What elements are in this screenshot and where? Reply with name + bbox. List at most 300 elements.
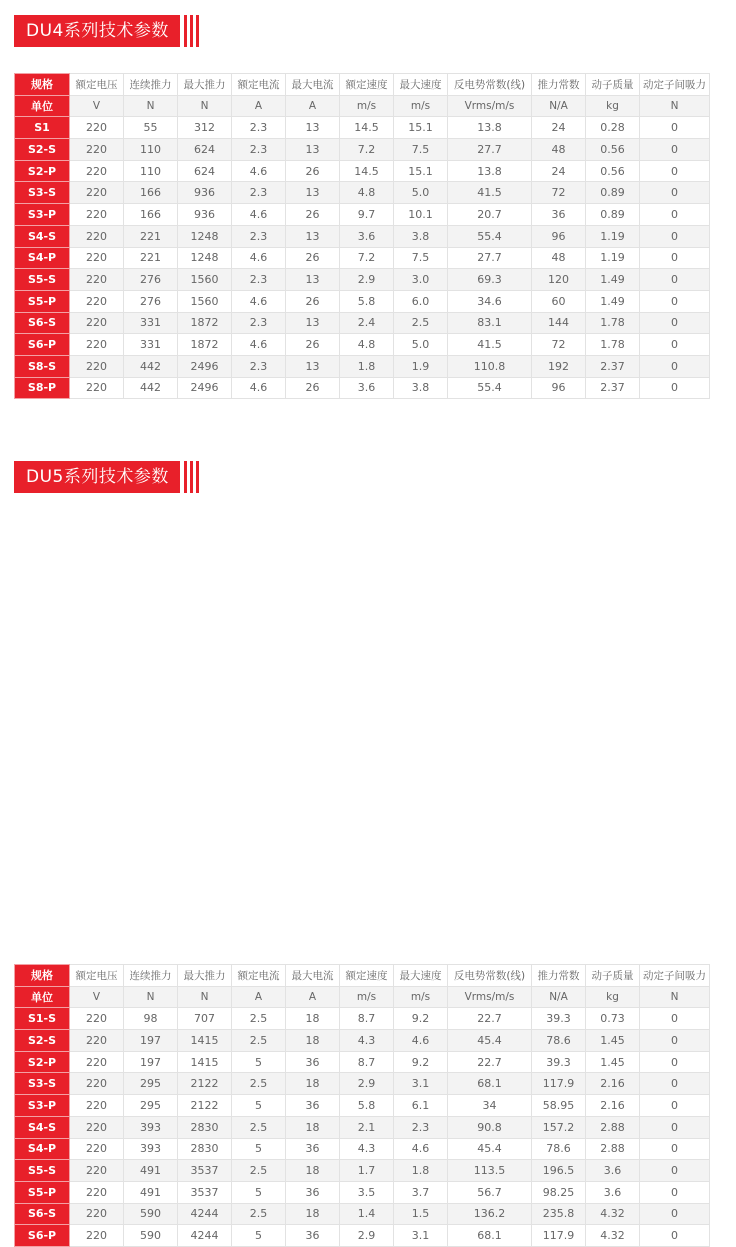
table-cell: 96 — [532, 225, 586, 247]
table-cell: 2496 — [178, 355, 232, 377]
table-cell: 295 — [124, 1095, 178, 1117]
table-cell: 220 — [70, 312, 124, 334]
table-cell: V — [70, 95, 124, 117]
row-label-cell: S8-P — [15, 377, 70, 399]
row-label-cell: S6-P — [15, 1225, 70, 1247]
table-cell: 491 — [124, 1160, 178, 1182]
row-label-cell: S5-S — [15, 269, 70, 291]
table-cell: 4.6 — [394, 1138, 448, 1160]
table-cell: 5 — [232, 1181, 286, 1203]
table-cell: 24 — [532, 117, 586, 139]
table-cell: 最大推力 — [178, 965, 232, 987]
table-cell: 1248 — [178, 225, 232, 247]
table-cell: 45.4 — [448, 1030, 532, 1052]
table-cell: 2496 — [178, 377, 232, 399]
table-cell: 最大电流 — [286, 965, 340, 987]
table-cell: 157.2 — [532, 1116, 586, 1138]
table-cell: 624 — [178, 139, 232, 161]
table-cell: 331 — [124, 312, 178, 334]
table-cell: 5 — [232, 1225, 286, 1247]
table-cell: 额定电压 — [70, 965, 124, 987]
table-cell: 166 — [124, 204, 178, 226]
table-cell: 3.6 — [340, 225, 394, 247]
table-cell: 2.5 — [394, 312, 448, 334]
table-cell: 220 — [70, 160, 124, 182]
table-cell: 3.8 — [394, 377, 448, 399]
table-cell: 41.5 — [448, 182, 532, 204]
table-cell: 2122 — [178, 1073, 232, 1095]
table-cell: 15.1 — [394, 160, 448, 182]
table-cell: 1415 — [178, 1030, 232, 1052]
table-cell: 6.1 — [394, 1095, 448, 1117]
table-row — [15, 1073, 710, 1095]
table-cell: 4.6 — [232, 377, 286, 399]
table-cell: 2.1 — [340, 1116, 394, 1138]
row-label-cell: S1 — [15, 117, 70, 139]
table-cell: 56.7 — [448, 1181, 532, 1203]
table-cell: 5.8 — [340, 290, 394, 312]
table-cell: 220 — [70, 1116, 124, 1138]
table-cell: 220 — [70, 204, 124, 226]
table-cell: 5 — [232, 1138, 286, 1160]
table-cell: 72 — [532, 182, 586, 204]
table-cell: 196.5 — [532, 1160, 586, 1182]
table-cell: 166 — [124, 182, 178, 204]
table-cell: 0 — [640, 247, 710, 269]
table-cell: 220 — [70, 1030, 124, 1052]
table-row — [15, 355, 710, 377]
row-label-cell: S6-S — [15, 1203, 70, 1225]
table-cell: 72 — [532, 334, 586, 356]
table-row — [15, 312, 710, 334]
du4-spec-table — [14, 73, 710, 399]
table-cell: 2.4 — [340, 312, 394, 334]
table-cell: 2.3 — [394, 1116, 448, 1138]
table-row — [15, 377, 710, 399]
table-cell: 220 — [70, 247, 124, 269]
table-cell: 4.6 — [232, 290, 286, 312]
table-cell: A — [232, 95, 286, 117]
table-cell: 4.3 — [340, 1030, 394, 1052]
table-cell: 13 — [286, 225, 340, 247]
table-cell: 3537 — [178, 1181, 232, 1203]
table-cell: 7.2 — [340, 247, 394, 269]
header-row — [15, 965, 710, 987]
table-cell: 0 — [640, 160, 710, 182]
table-cell: 1.9 — [394, 355, 448, 377]
table-cell: 1.8 — [394, 1160, 448, 1182]
table-cell: 5 — [232, 1051, 286, 1073]
table-cell: 13 — [286, 117, 340, 139]
table-cell: 2.3 — [232, 355, 286, 377]
table-cell: 68.1 — [448, 1073, 532, 1095]
table-cell: 3.5 — [340, 1181, 394, 1203]
table-cell: 34 — [448, 1095, 532, 1117]
table-cell: 110 — [124, 139, 178, 161]
table-cell: 55 — [124, 117, 178, 139]
row-label-cell: S2-S — [15, 139, 70, 161]
table-cell: 220 — [70, 1095, 124, 1117]
table-cell: 额定电流 — [232, 965, 286, 987]
table-cell: 4.6 — [232, 247, 286, 269]
table-cell: 220 — [70, 1073, 124, 1095]
table-cell: 9.7 — [340, 204, 394, 226]
table-cell: 220 — [70, 1225, 124, 1247]
table-cell: 393 — [124, 1116, 178, 1138]
table-cell: 1.45 — [586, 1030, 640, 1052]
table-cell: 27.7 — [448, 139, 532, 161]
row-label-cell: S1-S — [15, 1008, 70, 1030]
table-cell: 36 — [286, 1225, 340, 1247]
table-cell: 0 — [640, 1073, 710, 1095]
table-cell: 117.9 — [532, 1225, 586, 1247]
table-cell: 144 — [532, 312, 586, 334]
table-cell: 55.4 — [448, 377, 532, 399]
table-cell: 220 — [70, 1051, 124, 1073]
table-cell: 26 — [286, 334, 340, 356]
table-cell: 14.5 — [340, 117, 394, 139]
table-cell: Vrms/m/s — [448, 986, 532, 1008]
table-cell: 18 — [286, 1030, 340, 1052]
table-cell: 连续推力 — [124, 74, 178, 96]
table-cell: 60 — [532, 290, 586, 312]
table-cell: 2.5 — [232, 1116, 286, 1138]
table-cell: 2.3 — [232, 182, 286, 204]
row-label-cell: S6-S — [15, 312, 70, 334]
row-label-cell: 规格 — [15, 965, 70, 987]
table-cell: 220 — [70, 117, 124, 139]
table-cell: 312 — [178, 117, 232, 139]
table-cell: 2.9 — [340, 1073, 394, 1095]
table-cell: 98.25 — [532, 1181, 586, 1203]
table-cell: 2830 — [178, 1138, 232, 1160]
row-label-cell: S2-S — [15, 1030, 70, 1052]
table-cell: 2.37 — [586, 377, 640, 399]
table-cell: 34.6 — [448, 290, 532, 312]
table-cell: 0 — [640, 1181, 710, 1203]
table-cell: 13 — [286, 182, 340, 204]
table-cell: kg — [586, 95, 640, 117]
row-label-cell: 单位 — [15, 95, 70, 117]
table-cell: 1.19 — [586, 225, 640, 247]
table-cell: 136.2 — [448, 1203, 532, 1225]
table-row — [15, 1203, 710, 1225]
table-row — [15, 1160, 710, 1182]
table-cell: 2.3 — [232, 269, 286, 291]
table-cell: 15.1 — [394, 117, 448, 139]
table-cell: 14.5 — [340, 160, 394, 182]
table-row — [15, 1008, 710, 1030]
table-cell: m/s — [340, 95, 394, 117]
table-row — [15, 1138, 710, 1160]
table-cell: m/s — [394, 95, 448, 117]
table-cell: 动定子间吸力 — [640, 965, 710, 987]
table-cell: 220 — [70, 225, 124, 247]
table-cell: N — [124, 95, 178, 117]
table-cell: 0.56 — [586, 139, 640, 161]
table-row — [15, 334, 710, 356]
table-cell: 1415 — [178, 1051, 232, 1073]
table-cell: A — [232, 986, 286, 1008]
table-cell: 68.1 — [448, 1225, 532, 1247]
table-cell: 最大速度 — [394, 965, 448, 987]
table-cell: 最大速度 — [394, 74, 448, 96]
table-cell: 0 — [640, 377, 710, 399]
table-cell: kg — [586, 986, 640, 1008]
table-cell: 276 — [124, 290, 178, 312]
table-cell: 额定速度 — [340, 965, 394, 987]
table-cell: 3.1 — [394, 1225, 448, 1247]
table-cell: 2.3 — [232, 117, 286, 139]
table-cell: 4.8 — [340, 334, 394, 356]
table-cell: 3.6 — [586, 1181, 640, 1203]
table-cell: 58.95 — [532, 1095, 586, 1117]
table-cell: 2.5 — [232, 1008, 286, 1030]
table-cell: 5 — [232, 1095, 286, 1117]
table-cell: 13 — [286, 139, 340, 161]
table-cell: 3.6 — [586, 1160, 640, 1182]
table-cell: 39.3 — [532, 1051, 586, 1073]
row-label-cell: S3-P — [15, 1095, 70, 1117]
table-cell: 590 — [124, 1225, 178, 1247]
table-cell: m/s — [340, 986, 394, 1008]
table-cell: 反电势常数(线) — [448, 965, 532, 987]
table-cell: 197 — [124, 1030, 178, 1052]
table-cell: 1.7 — [340, 1160, 394, 1182]
table-cell: 2.9 — [340, 1225, 394, 1247]
table-cell: 1248 — [178, 247, 232, 269]
table-cell: 113.5 — [448, 1160, 532, 1182]
table-cell: 0 — [640, 1051, 710, 1073]
table-cell: 220 — [70, 1008, 124, 1030]
table-cell: 0 — [640, 1138, 710, 1160]
table-cell: 4.8 — [340, 182, 394, 204]
table-cell: 额定速度 — [340, 74, 394, 96]
table-cell: 3.8 — [394, 225, 448, 247]
table-cell: 1.5 — [394, 1203, 448, 1225]
table-cell: 39.3 — [532, 1008, 586, 1030]
row-label-cell: S4-S — [15, 1116, 70, 1138]
table-cell: 1.78 — [586, 312, 640, 334]
table-cell: 推力常数 — [532, 965, 586, 987]
table-cell: 235.8 — [532, 1203, 586, 1225]
table-cell: 78.6 — [532, 1030, 586, 1052]
table-cell: 2.9 — [340, 269, 394, 291]
table-cell: 55.4 — [448, 225, 532, 247]
table-cell: 2.16 — [586, 1095, 640, 1117]
table-cell: 120 — [532, 269, 586, 291]
table-row — [15, 1030, 710, 1052]
table-cell: 0 — [640, 204, 710, 226]
table-cell: 26 — [286, 377, 340, 399]
table-cell: 48 — [532, 139, 586, 161]
row-label-cell: S4-P — [15, 247, 70, 269]
table-cell: 4.6 — [232, 160, 286, 182]
units-row — [15, 95, 710, 117]
table-cell: 83.1 — [448, 312, 532, 334]
table-cell: 0 — [640, 1203, 710, 1225]
table-cell: 9.2 — [394, 1051, 448, 1073]
table-cell: A — [286, 986, 340, 1008]
table-cell: 1.49 — [586, 269, 640, 291]
table-cell: 2.37 — [586, 355, 640, 377]
table-cell: 8.7 — [340, 1051, 394, 1073]
row-label-cell: 单位 — [15, 986, 70, 1008]
table-cell: 331 — [124, 334, 178, 356]
table-cell: 221 — [124, 247, 178, 269]
table-cell: 220 — [70, 269, 124, 291]
table-cell: 0 — [640, 1030, 710, 1052]
table-cell: 0 — [640, 355, 710, 377]
table-cell: 动子质量 — [586, 74, 640, 96]
table-row — [15, 269, 710, 291]
row-label-cell: S2-P — [15, 1051, 70, 1073]
table-cell: 4.6 — [232, 334, 286, 356]
table-cell: 7.5 — [394, 247, 448, 269]
row-label-cell: S4-S — [15, 225, 70, 247]
table-cell: 491 — [124, 1181, 178, 1203]
table-cell: 26 — [286, 247, 340, 269]
table-cell: 45.4 — [448, 1138, 532, 1160]
du5-title: DU5系列技术参数 — [14, 461, 180, 493]
table-cell: 0 — [640, 1095, 710, 1117]
table-cell: 最大推力 — [178, 74, 232, 96]
table-cell: 110.8 — [448, 355, 532, 377]
table-cell: 4.32 — [586, 1225, 640, 1247]
table-cell: 动定子间吸力 — [640, 74, 710, 96]
row-label-cell: S6-P — [15, 334, 70, 356]
table-cell: 78.6 — [532, 1138, 586, 1160]
title-stripe-decoration — [190, 15, 193, 47]
table-cell: 0.28 — [586, 117, 640, 139]
table-cell: 110 — [124, 160, 178, 182]
table-cell: 6.0 — [394, 290, 448, 312]
table-cell: 1.4 — [340, 1203, 394, 1225]
table-cell: 936 — [178, 182, 232, 204]
table-cell: N — [640, 95, 710, 117]
table-cell: 220 — [70, 290, 124, 312]
table-cell: 10.1 — [394, 204, 448, 226]
table-cell: 2.5 — [232, 1160, 286, 1182]
table-cell: 4.6 — [232, 204, 286, 226]
table-cell: 2.3 — [232, 139, 286, 161]
table-cell: 2830 — [178, 1116, 232, 1138]
table-cell: 额定电压 — [70, 74, 124, 96]
table-cell: 2.88 — [586, 1116, 640, 1138]
table-cell: 98 — [124, 1008, 178, 1030]
table-cell: Vrms/m/s — [448, 95, 532, 117]
table-cell: 220 — [70, 355, 124, 377]
table-cell: 反电势常数(线) — [448, 74, 532, 96]
table-cell: 1.8 — [340, 355, 394, 377]
table-cell: 220 — [70, 1203, 124, 1225]
table-row — [15, 182, 710, 204]
table-cell: 3.6 — [340, 377, 394, 399]
table-cell: 220 — [70, 1181, 124, 1203]
table-cell: 0.73 — [586, 1008, 640, 1030]
table-cell: N — [124, 986, 178, 1008]
table-cell: 13.8 — [448, 160, 532, 182]
table-row — [15, 1095, 710, 1117]
table-cell: 2.3 — [232, 312, 286, 334]
table-cell: 96 — [532, 377, 586, 399]
table-cell: 2122 — [178, 1095, 232, 1117]
table-cell: 197 — [124, 1051, 178, 1073]
table-cell: 18 — [286, 1160, 340, 1182]
table-cell: N — [640, 986, 710, 1008]
table-cell: 13.8 — [448, 117, 532, 139]
table-cell: 20.7 — [448, 204, 532, 226]
table-cell: 221 — [124, 225, 178, 247]
table-cell: 624 — [178, 160, 232, 182]
row-label-cell: S4-P — [15, 1138, 70, 1160]
header-row — [15, 74, 710, 96]
table-cell: 393 — [124, 1138, 178, 1160]
table-cell: 2.5 — [232, 1073, 286, 1095]
table-cell: 18 — [286, 1116, 340, 1138]
table-cell: 117.9 — [532, 1073, 586, 1095]
table-cell: 590 — [124, 1203, 178, 1225]
table-row — [15, 204, 710, 226]
table-cell: m/s — [394, 986, 448, 1008]
row-label-cell: S3-S — [15, 182, 70, 204]
table-cell: 22.7 — [448, 1008, 532, 1030]
table-cell: 0 — [640, 139, 710, 161]
table-cell: 220 — [70, 1138, 124, 1160]
table-cell: 220 — [70, 334, 124, 356]
table-cell: 24 — [532, 160, 586, 182]
table-cell: 1560 — [178, 290, 232, 312]
table-cell: 0.89 — [586, 204, 640, 226]
table-cell: 0 — [640, 117, 710, 139]
table-cell: 18 — [286, 1008, 340, 1030]
table-row — [15, 225, 710, 247]
table-row — [15, 1181, 710, 1203]
table-cell: 220 — [70, 139, 124, 161]
table-row — [15, 117, 710, 139]
table-cell: 18 — [286, 1073, 340, 1095]
row-label-cell: S5-S — [15, 1160, 70, 1182]
table-cell: 220 — [70, 1160, 124, 1182]
table-cell: 4244 — [178, 1203, 232, 1225]
table-row — [15, 1225, 710, 1247]
table-row — [15, 1051, 710, 1073]
table-cell: 2.5 — [232, 1203, 286, 1225]
table-cell: 41.5 — [448, 334, 532, 356]
table-cell: 0 — [640, 1008, 710, 1030]
table-cell: 2.5 — [232, 1030, 286, 1052]
table-cell: 最大电流 — [286, 74, 340, 96]
table-cell: 1.45 — [586, 1051, 640, 1073]
row-label-cell: S2-P — [15, 160, 70, 182]
table-cell: 36 — [286, 1181, 340, 1203]
table-row — [15, 290, 710, 312]
table-row — [15, 139, 710, 161]
table-cell: 295 — [124, 1073, 178, 1095]
table-cell: 4.32 — [586, 1203, 640, 1225]
table-cell: 13 — [286, 269, 340, 291]
table-cell: N/A — [532, 986, 586, 1008]
table-cell: 26 — [286, 160, 340, 182]
title-stripe-decoration — [184, 15, 187, 47]
table-cell: N — [178, 95, 232, 117]
table-cell: N/A — [532, 95, 586, 117]
table-cell: 22.7 — [448, 1051, 532, 1073]
table-cell: 7.5 — [394, 139, 448, 161]
table-cell: 936 — [178, 204, 232, 226]
units-row — [15, 986, 710, 1008]
table-cell: 8.7 — [340, 1008, 394, 1030]
